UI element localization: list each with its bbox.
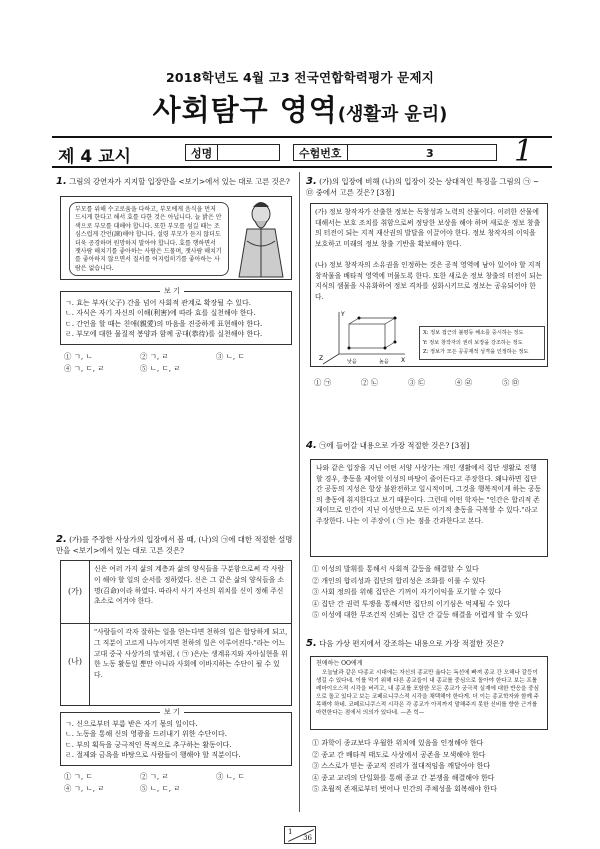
q2-option-1[interactable]: ① ㄱ, ㄷ: [64, 772, 93, 781]
q5-number: 5.: [306, 638, 317, 649]
q2-bogi-3: ㄷ. 부의 획득을 궁극적인 목적으로 추구하는 활동이다.: [65, 740, 232, 749]
q1-bogi-title: 보 기: [160, 286, 184, 296]
q3-number: 3.: [306, 176, 317, 187]
id-label: 수험번호: [294, 145, 348, 160]
q4-option-1[interactable]: ① 이성의 발휘를 통해서 사회적 갈등을 해결할 수 있다: [312, 565, 479, 573]
q2-bogi-box: [60, 712, 292, 766]
q3-option-4[interactable]: ④ ㉣: [455, 378, 473, 387]
q3-stem: [306, 176, 546, 199]
id-value: 3: [426, 147, 434, 160]
period-label: 제 4 교시: [58, 147, 131, 167]
q1-figure: [60, 196, 292, 280]
q5-stem: [306, 638, 546, 649]
q4-option-4[interactable]: ④ 집단 간 권력 투쟁을 통해서만 집단의 이기심은 억제될 수 있다: [312, 599, 511, 608]
q3-option-1[interactable]: ① ㉠: [314, 378, 332, 387]
q2-option-5[interactable]: ⑤ ㄴ, ㄷ, ㄹ: [140, 784, 181, 793]
q1-option-5[interactable]: ⑤ ㄴ, ㄷ, ㄹ: [140, 364, 181, 373]
q3-passage-box: [310, 203, 548, 367]
q2-ga-text: 신은 여러 가지 삶의 계층과 삶의 양식들을 구분함으로써 각 사람이 해야 할 일의 순서를 정하였다. 신은 그 같은 삶의 양식들을 소명(召命)이라 하였다. 따라서 사기 자신의 위치를 신이 정해 주신 초소로 여겨야 한다.: [94, 565, 285, 606]
q5-option-5[interactable]: ⑤ 초월적 존재로부터 벗어나 인간의 주체성을 회복해야 한다: [312, 785, 497, 794]
subject-title: [0, 88, 600, 129]
confucius-figure-icon: [233, 199, 289, 279]
q2-option-2[interactable]: ② ㄱ, ㄹ: [140, 772, 169, 781]
q3-axis-low: 낮음: [347, 359, 357, 365]
q2-stem: [56, 534, 294, 557]
q1-stem: [56, 176, 294, 187]
q5-letter-greeting: 친애하는 OO에게: [316, 660, 363, 667]
q2-bogi-1: ㄱ. 신으로부터 부름 받은 자기 몫의 일이다.: [65, 720, 198, 728]
page-footer: [284, 826, 316, 844]
q4-options: [312, 564, 552, 622]
q1-option-1[interactable]: ① ㄱ, ㄴ: [64, 352, 93, 361]
q3-options: [314, 377, 550, 389]
q4-option-2[interactable]: ② 개인의 합리성과 집단의 합리성은 조화를 이룰 수 있다: [312, 576, 486, 585]
q1-options: [64, 351, 294, 375]
q3-axis-high: 높음: [379, 359, 389, 365]
q1-option-2[interactable]: ② ㄱ, ㄹ: [140, 352, 169, 361]
name-box[interactable]: [185, 144, 280, 161]
q2-na-text: "사람들이 각자 잘하는 일을 얻는다면 천하의 일은 합당하게 되고, 그 직분이 고르게 나누어지면 천하의 일은 이루어진다."라는 어느 고대 중국 사상가의 말처럼, ( ㉠ )은/는 생계유지와 자아실현을 위한 노동 활동일 뿐만 아니라 사회에 이바지하는 수단이 될 수 있다.: [94, 628, 288, 680]
q4-option-3[interactable]: ③ 사회 정의를 위해 집단은 기꺼이 자기이익을 포기할 수 있다: [312, 588, 502, 597]
footer-page: 1: [288, 828, 293, 836]
q5-option-2[interactable]: ② 종교 간 배타적 태도로 사상에서 공존을 모색해야 한다: [312, 750, 486, 759]
q2-option-3[interactable]: ③ ㄴ, ㄷ: [216, 772, 245, 781]
q2-passage-box: [60, 560, 292, 706]
q3-cube-diagram: [319, 308, 409, 366]
q3-axis-y: Y: [341, 311, 345, 318]
q3-legend-z: Z: 정보가 모든 공공재적 성격을 인정하는 정도: [423, 349, 529, 356]
name-label: 성명: [186, 145, 218, 160]
q1-bogi-box: [60, 291, 292, 345]
q1-bogi-4: ㄹ. 부모에 대한 물질적 봉양과 함께 공대(恭待)를 실천해야 한다.: [65, 330, 263, 339]
q5-option-3[interactable]: ③ 스스로가 믿는 종교적 진리가 절대적임을 깨달아야 한다: [312, 762, 491, 771]
q1-bogi-1: ㄱ. 효는 부자(父子) 간을 넘어 사회적 관계로 확장될 수 있다.: [65, 299, 251, 307]
q2-ga-label: (가): [68, 587, 82, 596]
q2-option-4[interactable]: ④ ㄱ, ㄴ, ㄹ: [64, 784, 105, 793]
q1-bogi-3: ㄷ. 간언을 할 때는 친애(親愛)의 마음을 진중하게 표현해야 한다.: [65, 319, 263, 328]
footer-total: 36: [303, 834, 312, 842]
q2-na-label: (나): [68, 657, 82, 666]
q3-axis-z: Z: [319, 355, 324, 362]
page-number: 1: [514, 134, 534, 169]
q4-stem: [306, 440, 546, 451]
subject-sub: (생활과 윤리): [337, 104, 448, 125]
q4-passage-box: [310, 459, 548, 557]
q3-stem-text: (가)의 입장에 비해 (나)의 입장이 갖는 상대적인 특징을 그림의 ㉠ ~ ㉤ 중에서 고른 것은? [3점]: [306, 177, 540, 198]
q5-option-1[interactable]: ① 과학이 종교보다 우월한 위치에 있음을 인정해야 한다: [312, 739, 484, 747]
column-divider: [299, 172, 300, 812]
q3-option-2[interactable]: ② ㉡: [361, 378, 379, 387]
q1-option-4[interactable]: ④ ㄱ, ㄷ, ㄹ: [64, 364, 105, 373]
subject-main: 사회탐구 영역: [152, 93, 338, 127]
q2-bogi-4: ㄹ. 절제와 금욕을 바탕으로 사람들이 행해야 할 직분이다.: [65, 751, 241, 760]
q4-number: 4.: [306, 440, 317, 451]
q3-ga: (가) 정보 창작자가 산출한 정보는 독창성과 노력의 산물이다. 이러한 산물에 대해서는 보호 조치를 취함으로써 정당한 보상을 해야 하며 새로운 정보 창출의 터전이 되는 지적 재산권의 발달을 이끌어야 한다. 정보 창작자의 이익을 보호하고 미래의 정보 창출 기반을 확보해야 한다.: [315, 208, 541, 248]
q2-options: [64, 771, 294, 795]
q3-option-5[interactable]: ⑤ ㉤: [502, 378, 520, 387]
q4-stem-text: ㉠에 들어갈 내용으로 가장 적절한 것은? [3점]: [319, 441, 470, 450]
q5-stem-text: 다음 가상 편지에서 강조하는 내용으로 가장 적절한 것은?: [319, 639, 504, 648]
q4-passage: 나와 같은 입장을 지닌 어떤 서양 사상가는 개인 생활에서 집단 생활로 진행할 경우, 충동을 제어할 이성의 바탕이 줄어든다고 주장한다. 왜냐하면 집단 간 공동의 지성은 항상 불완전하고 일시적이며, 그것을 행복적이게 하는 공동의 충동에 취지한다고 보기 때문이다. 그런데 어떤 학자는 "인간은 합리적 존재이므로 인간이 지닌 이성만으로 모든 이기적 충동을 극복할 수 있다."라고 주장한다. 나는 이 주장이 ( ㉠ )는 점을 간과한다고 본다.: [316, 464, 542, 525]
q3-legend-x: X: 정보 접근의 불평등 해소를 중시하는 정도: [423, 330, 524, 336]
q2-bogi-title: 보 기: [160, 707, 184, 717]
q5-letter-box: [310, 656, 548, 730]
q2-stem-text: (가)를 주장한 사상가의 입장에서 볼 때, (나)의 ㉠에 대한 적절한 설명만을 <보기>에서 있는 대로 고른 것은?: [56, 535, 293, 556]
q5-letter: 오늘날과 같은 다종교 시대에는 자신의 종교만 옳다는 독선에 빠져 종교 간 오해나 갈등이 생길 수 있다네. 이를 막기 위해 다른 종교들이 내 종교를 중심으로 돌아야 한다고 보는 프톨레마이오스적 시각을 버리고, 내 종교를 포함한 모든 종교가 궁극적 실재에 대한 반응을 중심으로 돌고 있다고 보는 코페르니쿠스적 시각을 채택해야 한다게. 더 이는 종교학자와 함께 주목해야 하네. 코페르니쿠스적 시각은 각 종교가 아직까지 말해주지 못한 신비를 향한 근거를 마련한다는 점에서 의의가 있다네. —존 힉—: [316, 669, 540, 717]
q1-stem-text: 그림의 강연자가 지지할 입장만을 <보기>에서 있는 대로 고른 것은?: [69, 177, 290, 186]
q5-option-4[interactable]: ④ 종교 교리의 단일화를 통해 종교 간 분쟁을 해결해야 한다: [312, 773, 495, 782]
q5-options: [312, 738, 552, 796]
q3-axis-x: X: [401, 357, 406, 364]
speech-bubble: 부모를 위해 수고로움을 다하고, 부모에게 음식을 먼저 드시게 한다고 해서 효를 다한 것은 아닙니다. 늘 밝은 안색으로 부모를 대해야 합니다. 또한 부모를 섬길 때는 조심스럽게 간언(諫)해야 합니다. 설령 부모가 듣지 않더도 더욱 공경하며 원망하지 말아야 합니다. 효를 행하면서 잿사람 해치기를 좋아하는 사람은 드물며, 잿사람 해치기를 좋아하지 않으면서 질서를 어지럽히기를 좋아하는 사람은 없습니다.: [69, 202, 229, 276]
q2-number: 2.: [56, 534, 67, 545]
q1-number: 1.: [56, 176, 67, 187]
exam-title: 2018학년도 4월 고3 전국연합학력평가 문제지: [166, 70, 434, 85]
q2-bogi-2: ㄴ. 노동을 통해 신의 영광을 드러내기 위한 수단이다.: [65, 730, 228, 739]
q3-legend: [419, 326, 545, 360]
header-rule-top: [52, 136, 552, 138]
q3-legend-y: Y: 정보 창작자의 권리 보장을 강조하는 정도: [423, 339, 523, 346]
q1-bogi-2: ㄴ. 자식은 자기 자신의 이해(利害)에 따라 효를 실천해야 한다.: [65, 309, 256, 318]
q4-option-5[interactable]: ⑤ 이성에 대한 무조건적 신뢰는 집단 간 갈등 해결을 어렵게 할 수 있다: [312, 611, 529, 620]
q1-option-3[interactable]: ③ ㄴ, ㄷ: [216, 352, 245, 361]
header-rule-bottom: [52, 166, 552, 168]
q3-option-3[interactable]: ③ ㉢: [408, 378, 426, 387]
q3-na: (나) 정보 창작자의 소유권을 인정하는 것은 공적 영역에 남아 있어야 할 지적 창작물을 배타적 영역에 머물도록 한다. 또한 새로운 정보 창출의 터전이 되는 지식의 샘물을 사유화하여 정보 격차를 심화시키므로 정보는 공유되어야 한다.: [315, 261, 543, 301]
id-box[interactable]: [293, 144, 497, 161]
